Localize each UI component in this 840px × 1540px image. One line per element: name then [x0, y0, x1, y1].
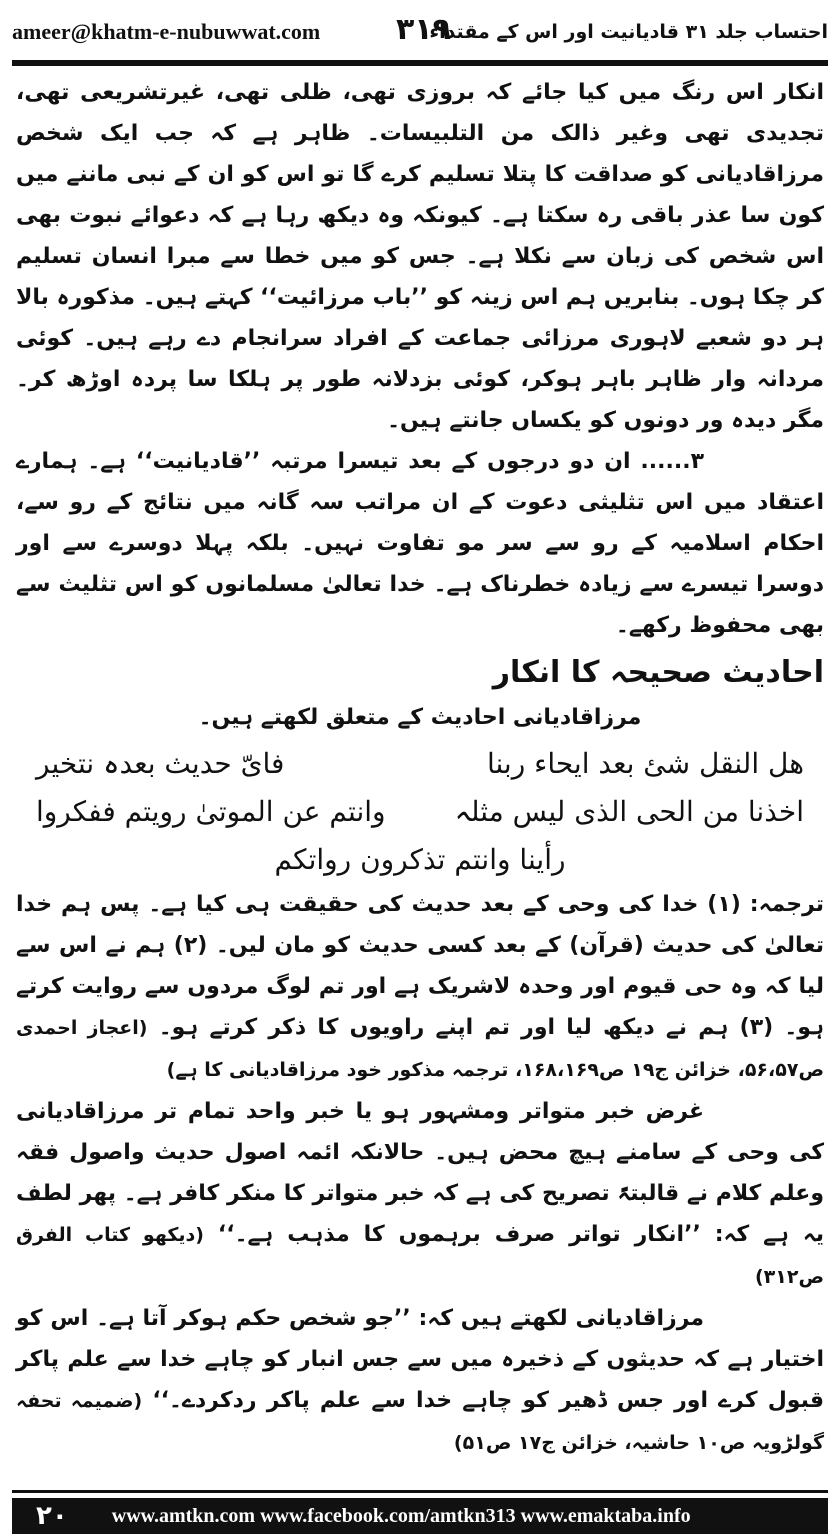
- footer-rule: [12, 1490, 828, 1493]
- footer-urls[interactable]: www.amtkn.com www.facebook.com/amtkn313 www.emaktaba.info: [111, 1504, 691, 1527]
- verse-3: رأینا وانتم تذکرون رواتکم: [274, 843, 566, 876]
- ghafz-citation: (دیکھو کتاب الفرق ص۳۱۲): [16, 1224, 824, 1288]
- translation-paragraph: [16, 884, 824, 1091]
- page-footer: [0, 1484, 840, 1540]
- verse-line-1: [16, 740, 824, 788]
- paragraph-1: انکار اس رنگ میں کیا جائے کہ بروزی تھی، ظلی تھی، غیرتشریعی تھی، تجدیدی تھی وغیر ذالک من التلبیسات۔ ظاہر ہے کہ جب ایک شخص مرزاقادیانی کو صداقت کا پتلا تسلیم کرے گا تو اس کو ان کے نبی ماننے میں کون سا عذر باقی رہ سکتا ہے۔ کیونکہ وہ دیکھ رہا ہے کہ دعوائے نبوت بھی اس شخص کی زبان سے نکلا ہے۔ جس کو میں خطا سے مبرا انسان تسلیم کر چکا ہوں۔ بنابریں ہم اس زینہ کو ’’باب مرزائیت‘‘ کہتے ہیں۔ مذکورہ بالا ہر دو شعبے لاہوری مرزائی جماعت کے افراد سرانجام دے رہے ہیں۔ کوئی مردانہ وار ظاہر باہر ہوکر، کوئی بزدلانہ طور پر ہلکا سا پردہ اوڑھ کر۔ مگر دیدہ ور دونوں کو یکساں جانتے ہیں۔: [16, 80, 824, 433]
- section-heading: احادیث صحیحہ کا انکار: [492, 655, 824, 690]
- paragraph-ghafz: [16, 1091, 824, 1298]
- page-header: [12, 8, 828, 56]
- verse-2-right: اخذنا من الحی الذی لیس مثلہ: [454, 795, 804, 828]
- translation-citation: (اعجاز احمدی ص۵۶،۵۷، خزائن ج۱۹ ص۱۶۸،۱۶۹، ترجمہ مذکور خود مرزاقادیانی کا ہے): [16, 1017, 824, 1081]
- footer-page-number: ۲۰: [36, 1501, 68, 1531]
- header-title: احتساب جلد ۳۱ قادیانیت اور اس کے مقتداء: [429, 21, 828, 43]
- verse-2-left: وانتم عن الموتیٰ رویتم ففکروا: [36, 795, 386, 828]
- verse-1-left: فایّ حدیث بعدہ نتخیر: [36, 747, 285, 780]
- mirza-citation: (ضمیمہ تحفہ گولڑویہ ص۱۰ حاشیہ، خزائن ج۱۷ ص۵۱): [16, 1390, 824, 1454]
- verse-1-right: ھل النقل شئ بعد ایحاء ربنا: [486, 747, 804, 780]
- mirza-text: مرزاقادیانی لکھتے ہیں کہ: ’’جو شخص حکم ہوکر آتا ہے۔ اس کو اختیار ہے کہ حدیثوں کے ذخیرہ میں سے جس انبار کو چاہے خدا سے علم پاکر قبول کرے اور جس ڈھیر کو چاہے خدا سے علم پاکر ردکردے۔‘‘: [16, 1306, 824, 1413]
- intro-line: مرزاقادیانی احادیث کے متعلق لکھتے ہیں۔: [198, 705, 642, 730]
- paragraph-2: ۳...... ان دو درجوں کے بعد تیسرا مرتبہ ’’قادیانیت‘‘ ہے۔ ہمارے اعتقاد میں اس تثلیثی دعوت کے ان مراتب سہ گانہ میں نتائج کے رو سے، احکام اسلامیہ کے رو سے سر مو تفاوت نہیں۔ بلکہ پہلا دوسرے سے اور دوسرا تیسرے سے زیادہ خطرناک ہے۔ خدا تعالیٰ مسلمانوں کو اس تثلیث سے بھی محفوظ رکھے۔: [16, 449, 824, 638]
- header-rule: [12, 60, 828, 66]
- page-body: [16, 72, 824, 1480]
- verse-line-2: [16, 788, 824, 836]
- translation-text: ترجمہ: (۱) خدا کی وحی کے بعد حدیث کی حقیقت ہی کیا ہے۔ پس ہم خدا تعالیٰ کی حدیث (قرآن) کے بعد کسی حدیث کو مان لیں۔ (۲) ہم نے اس سے لیا کہ وہ حی قیوم اور وحدہ لاشریک ہے اور تم لوگ مردوں سے روایت کرتے ہو۔ (۳) ہم نے دیکھ لیا اور تم اپنے راویوں کا ذکر کرتے ہو۔: [16, 892, 825, 1040]
- verse-line-3: [16, 836, 824, 884]
- paragraph-mirza: [16, 1298, 824, 1464]
- header-page-number: ٣١٩: [396, 12, 451, 47]
- header-email[interactable]: ameer@khatm-e-nubuwwat.com: [12, 19, 321, 44]
- footer-bar: [12, 1498, 828, 1534]
- ghafz-text: غرض خبر متواتر ومشہور ہو یا خبر واحد تمام تر مرزاقادیانی کی وحی کے سامنے ہیچ محض ہیں۔ حالانکہ ائمہ اصول حدیث واصول فقہ وعلم کلام نے قالبتہً تصریح کی ہے کہ خبر متواتر کا منکر کافر ہے۔ پھر لطف یہ ہے کہ: ’’انکار تواتر صرف برہموں کا مذہب ہے۔‘‘: [16, 1099, 824, 1247]
